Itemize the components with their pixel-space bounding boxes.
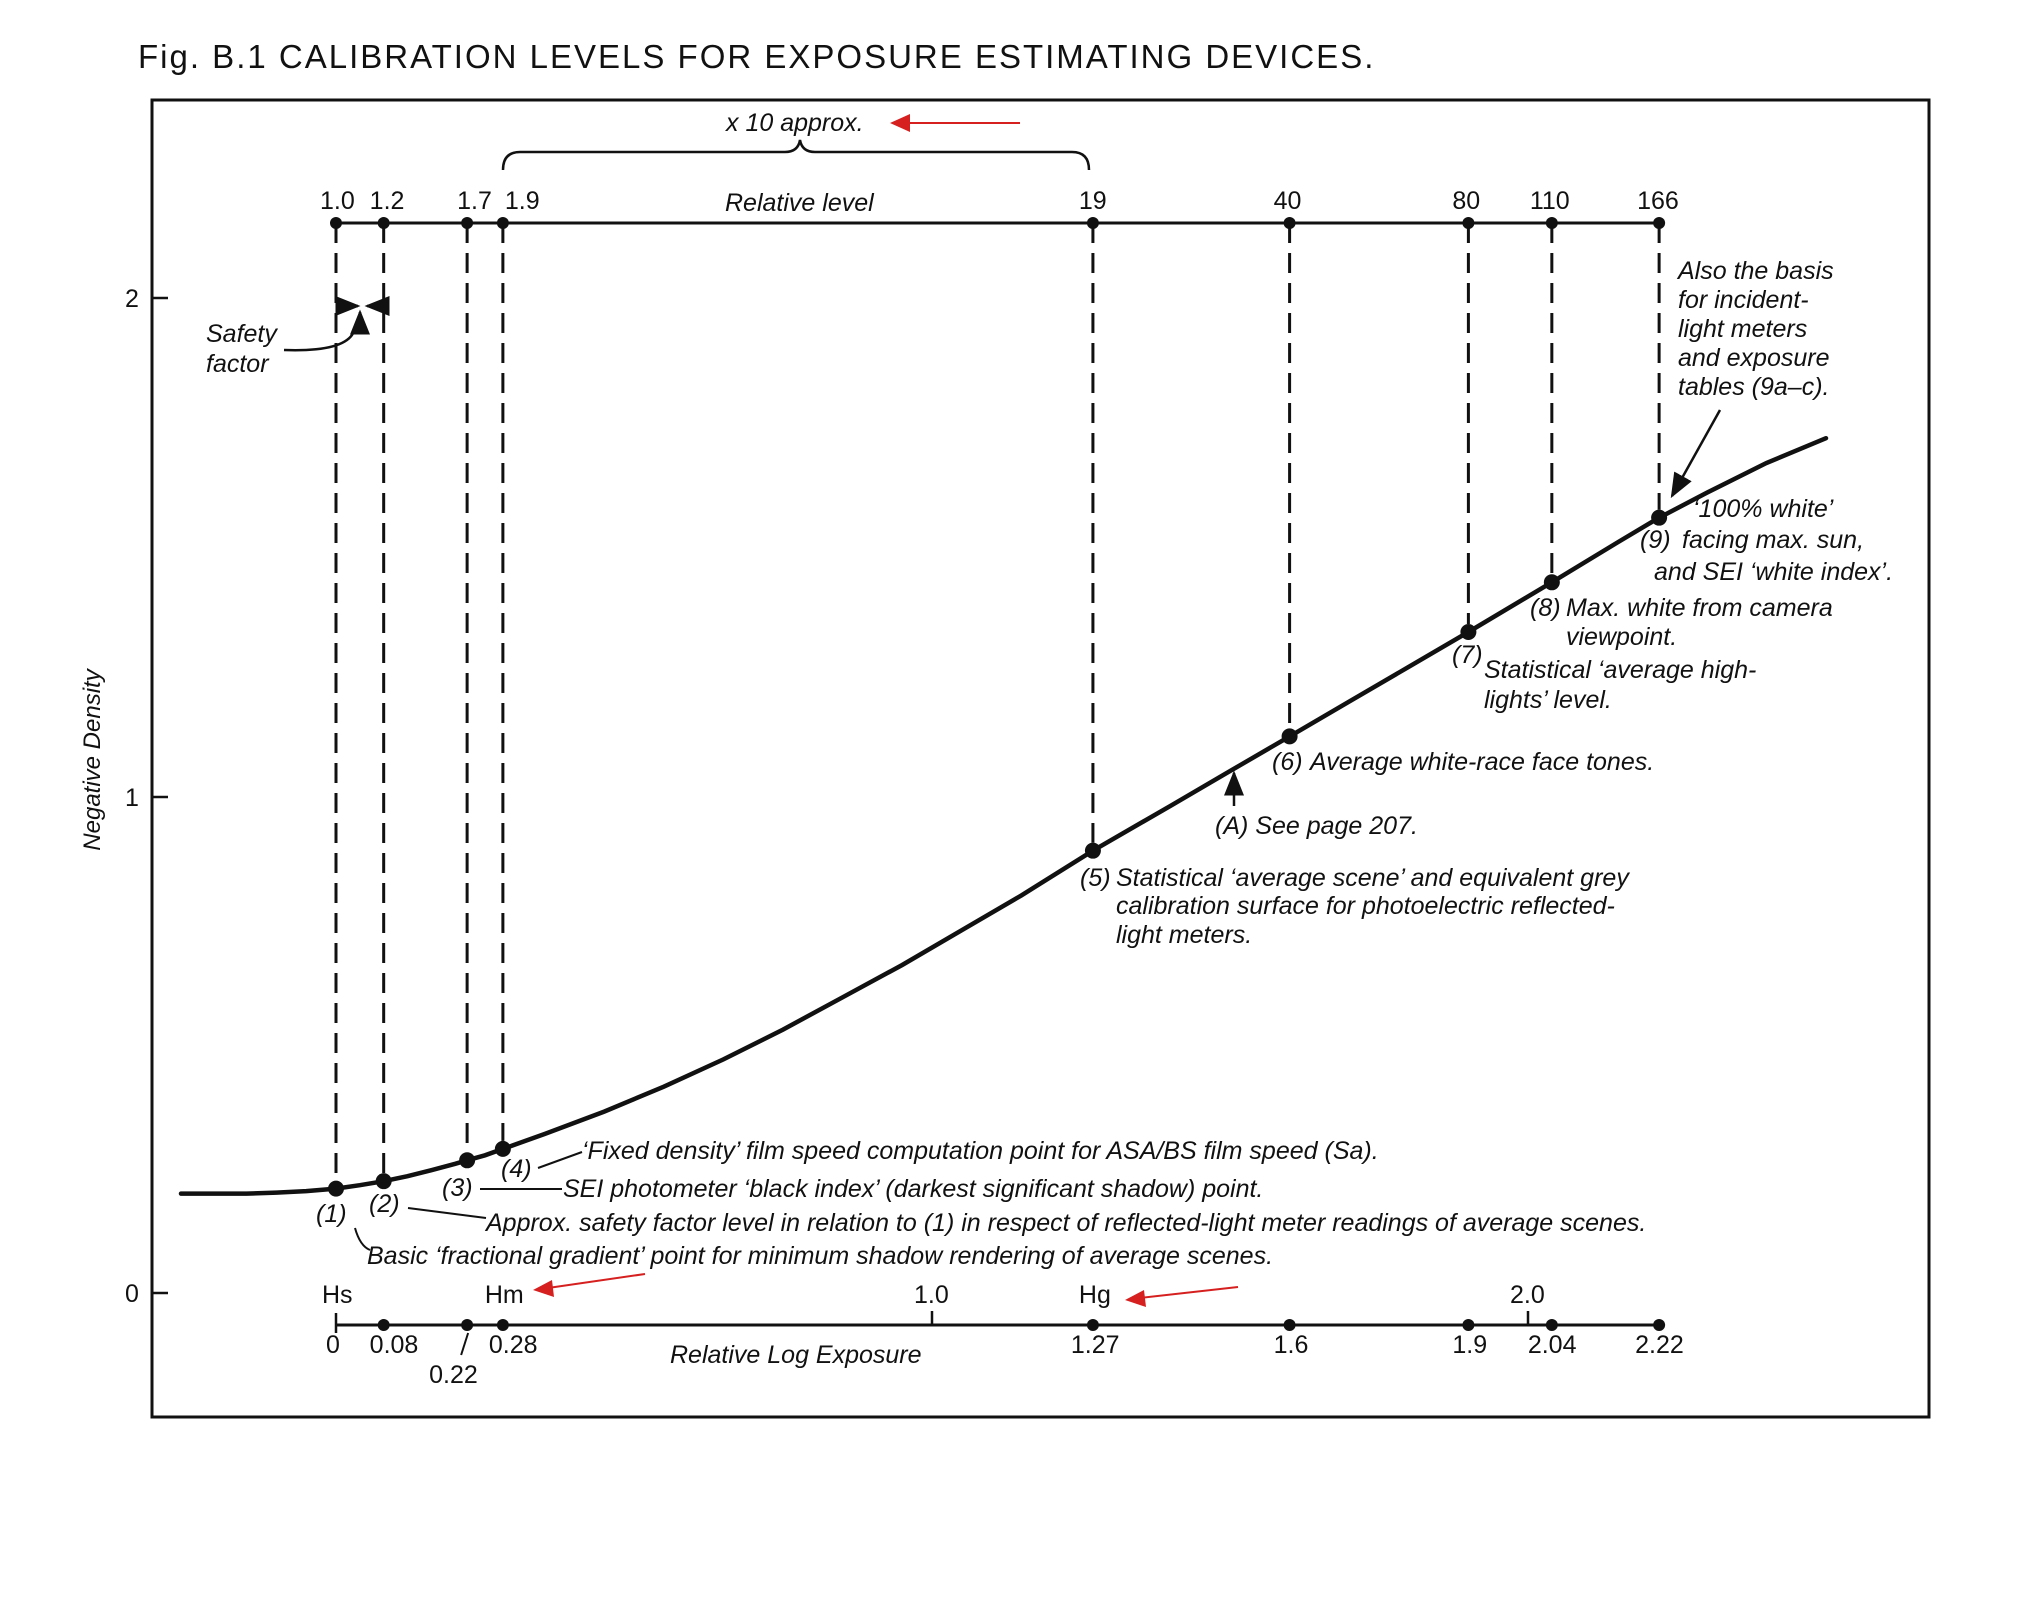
- note-7-marker: (7): [1452, 641, 1483, 669]
- bottom-symbol-hg: Hg: [1078, 1281, 1111, 1309]
- safety-factor-label-line1: Safety: [206, 320, 277, 348]
- relative-level-label-9: 166: [1637, 187, 1679, 215]
- bottom-symbol-hs: Hs: [322, 1281, 353, 1309]
- log-exposure-label-5: 1.27: [1070, 1331, 1120, 1359]
- top-axis-dot-3: [461, 217, 473, 229]
- curve-point-1: [328, 1181, 344, 1197]
- top-axis-dot-2: [378, 217, 390, 229]
- bottom-axis-dot-7: [1462, 1319, 1474, 1331]
- bottom-axis-dot-2: [378, 1319, 390, 1331]
- y-tick-label-1: 1: [125, 784, 139, 812]
- note-4-text: ‘Fixed density’ film speed computation point for ASA/BS film speed (Sa).: [582, 1137, 1379, 1165]
- curve-point-8: [1544, 574, 1560, 590]
- basis-line-5: tables (9a–c).: [1678, 373, 1830, 401]
- relative-level-label-6: 40: [1273, 187, 1302, 215]
- note-3-text: SEI photometer ‘black index’ (darkest significant shadow) point.: [563, 1175, 1264, 1203]
- log-exposure-leader-3: [461, 1333, 468, 1355]
- top-axis-dot-6: [1284, 217, 1296, 229]
- bottom-axis-dot-6: [1284, 1319, 1296, 1331]
- curve-point-2: [376, 1173, 392, 1189]
- x10-bracket: [503, 140, 1089, 170]
- top-axis-dot-4: [497, 217, 509, 229]
- note-8-line-1: Max. white from camera: [1566, 594, 1833, 622]
- note-5-line-2: calibration surface for photoelectric reflected-: [1116, 892, 1615, 920]
- top-axis-dot-1: [330, 217, 342, 229]
- figure-title: Fig. B.1 CALIBRATION LEVELS FOR EXPOSURE ESTIMATING DEVICES.: [138, 38, 1376, 75]
- log-exposure-label-8: 2.04: [1527, 1331, 1577, 1359]
- y-tick-label-0: 0: [125, 1280, 139, 1308]
- note-7-line-2: lights’ level.: [1484, 686, 1612, 714]
- point-a-label: (A) See page 207.: [1215, 812, 1418, 840]
- note-2-text: Approx. safety factor level in relation to (1) in respect of reflected-light meter readings of average scenes.: [486, 1209, 1647, 1237]
- note-9-line-1: ‘100% white’: [1693, 495, 1834, 523]
- note-9-line-3: and SEI ‘white index’.: [1654, 558, 1894, 586]
- note-6-text: Average white-race face tones.: [1310, 748, 1655, 776]
- relative-level-label-4: 1.9: [504, 187, 540, 215]
- y-axis: [79, 285, 168, 1308]
- note-9-marker: (9): [1640, 526, 1671, 554]
- bottom-major-tick-label-0: 1.0: [914, 1281, 949, 1309]
- bottom-axis-markers: [322, 1281, 1684, 1389]
- top-axis-dot-5: [1087, 217, 1099, 229]
- note-4-marker: (4): [501, 1155, 532, 1183]
- basis-line-4: and exposure: [1678, 344, 1830, 372]
- y-axis-label: Negative Density: [79, 669, 106, 851]
- note-6-marker: (6): [1272, 748, 1303, 776]
- log-exposure-label-9: 2.22: [1635, 1331, 1684, 1359]
- note-1-text: Basic ‘fractional gradient’ point for minimum shadow rendering of average scenes.: [367, 1242, 1274, 1270]
- relative-level-label-1: 1.0: [320, 187, 355, 215]
- bottom-axis-label: Relative Log Exposure: [670, 1341, 922, 1369]
- note-8-line-2: viewpoint.: [1566, 623, 1678, 651]
- basis-line-3: light meters: [1678, 315, 1808, 343]
- relative-level-label-7: 80: [1452, 187, 1481, 215]
- relative-level-label-3: 1.7: [457, 187, 492, 215]
- curve-point-3: [459, 1152, 475, 1168]
- top-axis-dot-7: [1462, 217, 1474, 229]
- note-7-line-1: Statistical ‘average high-: [1484, 656, 1757, 684]
- note-1-marker: (1): [316, 1200, 347, 1228]
- note-5-marker: (5): [1080, 864, 1111, 892]
- safety-factor-callout: [206, 306, 385, 378]
- relative-level-label-8: 110: [1529, 187, 1570, 215]
- note-9-line-2: facing max. sun,: [1682, 526, 1865, 554]
- relative-level-label-2: 1.2: [369, 187, 405, 215]
- point-annotations-upper: [1080, 495, 1893, 949]
- hg-red-arrow: [1125, 1287, 1238, 1307]
- log-exposure-label-6: 1.6: [1273, 1331, 1309, 1359]
- basis-line-1: Also the basis: [1678, 257, 1834, 285]
- curve-point-6: [1282, 728, 1298, 744]
- hm-red-arrow: [533, 1274, 645, 1297]
- basis-line-2: for incident-: [1678, 286, 1809, 314]
- bottom-symbol-hm: Hm: [484, 1281, 524, 1309]
- bottom-axis-dot-3: [461, 1319, 473, 1331]
- relative-level-label-5: 19: [1078, 187, 1107, 215]
- y-tick-label-2: 2: [125, 285, 139, 313]
- bottom-axis-dot-9: [1653, 1319, 1665, 1331]
- bottom-axis-dot-8: [1546, 1319, 1558, 1331]
- top-axis-dot-9: [1653, 217, 1665, 229]
- log-exposure-label-2: 0.08: [369, 1331, 419, 1359]
- dashed-verticals: [336, 223, 1659, 1181]
- note-3-marker: (3): [442, 1174, 473, 1202]
- curve-point-7: [1460, 624, 1476, 640]
- calibration-points: [328, 510, 1667, 1197]
- curve-point-9: [1651, 510, 1667, 526]
- bottom-axis-dot-4: [497, 1319, 509, 1331]
- top-axis-label: Relative level: [725, 189, 874, 217]
- basis-callout: [1672, 257, 1834, 496]
- curve-point-5: [1085, 843, 1101, 859]
- note-8-marker: (8): [1530, 594, 1561, 622]
- characteristic-curve: [181, 438, 1826, 1193]
- log-exposure-label-3: 0.22: [429, 1361, 478, 1389]
- top-axis-dot-8: [1546, 217, 1558, 229]
- bottom-major-tick-label-1: 2.0: [1510, 1281, 1545, 1309]
- log-exposure-label-4: 0.28: [488, 1331, 538, 1359]
- x10-red-arrow: [890, 114, 1020, 132]
- log-exposure-label-1: 0: [326, 1331, 340, 1359]
- point-a-indicator: [1215, 773, 1418, 840]
- point-annotations-lower: [316, 1137, 1646, 1270]
- log-exposure-label-7: 1.9: [1452, 1331, 1488, 1359]
- bottom-axis-dot-5: [1087, 1319, 1099, 1331]
- safety-factor-label-line2: factor: [206, 350, 269, 378]
- note-5-line-3: light meters.: [1116, 921, 1253, 949]
- note-2-marker: (2): [369, 1190, 400, 1218]
- note-5-line-1: Statistical ‘average scene’ and equivalent grey: [1116, 864, 1629, 892]
- x10-approx-label: x 10 approx.: [726, 109, 864, 137]
